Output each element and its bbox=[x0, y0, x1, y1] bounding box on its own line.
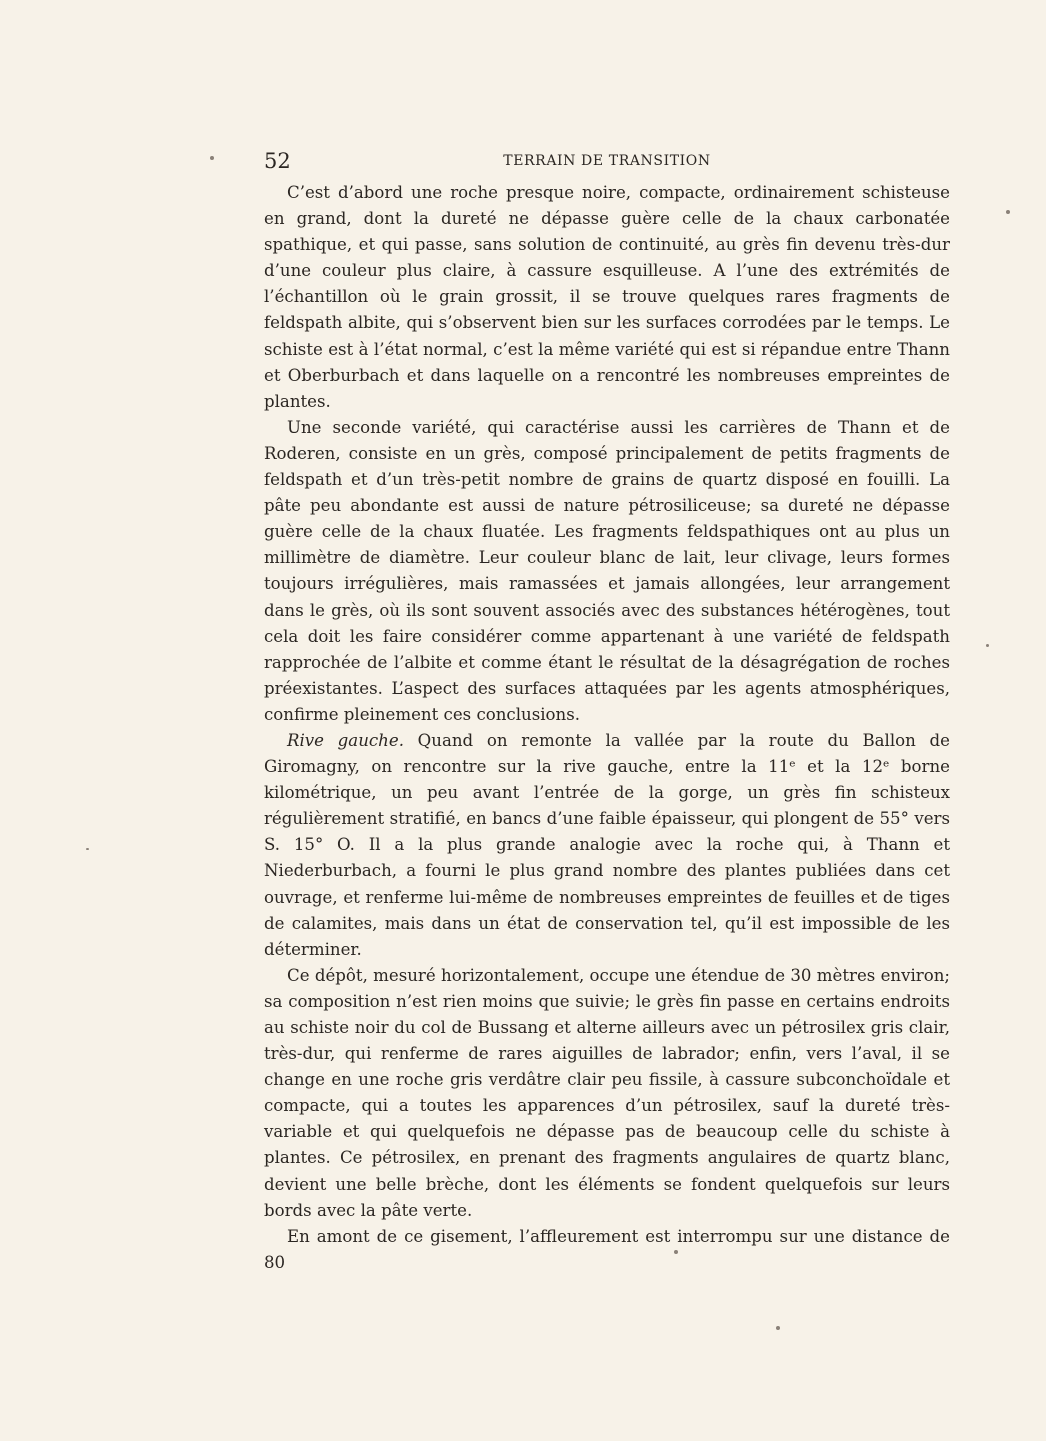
section-lead: Rive gauche. bbox=[287, 730, 404, 750]
paragraph: Ce dépôt, mesuré horizontalement, occupe une étendue de 30 mètres environ; sa composition n’est rien moins que suivie; le grès fin passe en certains endroits au schiste noir du col de Bussang et alterne ailleurs avec un pétrosilex gris clair, très-dur, qui renferme de rares aiguilles de labrador; enfin, vers l’aval, il se change en une roche gris verdâtre clair peu fissile, à cassure subconchoïdale et compacte, qui a toutes les apparences d’un pétrosilex, sauf la dureté très-variable et qui quelquefois ne dépasse pas de beaucoup celle du schiste à plantes. Ce pétrosilex, en prenant des fragments angulaires de quartz blanc, devient une belle brèche, dont les éléments se fondent quelquefois sur leurs bords avec la pâte verte. bbox=[264, 965, 950, 1220]
paragraph: Une seconde variété, qui caractérise aussi les carrières de Thann et de Roderen, consiste en un grès, composé principalement de petits fragments de feldspath et d’un très-petit nombre de grains de quartz disposé en fouilli. La pâte peu abondante est aussi de nature pétrosiliceuse; sa dureté ne dépasse guère celle de la chaux fluatée. Les fragments feldspathiques ont au plus un millimètre de diamètre. Leur couleur blanc de lait, leur clivage, leurs formes toujours irrégulières, mais ramassées et jamais allongées, leur arrangement dans le grès, où ils sont souvent associés avec des substances hétérogènes, tout cela doit les faire considérer comme appartenant à une variété de feldspath rapprochée de l’albite et comme étant le résultat de la désagrégation de roches préexistantes. L’aspect des surfaces attaquées par les agents atmosphériques, confirme pleinement ces conclusions. bbox=[264, 417, 950, 724]
body-text bbox=[264, 180, 950, 1276]
scan-speck bbox=[210, 156, 214, 160]
page-number: 52 bbox=[264, 149, 291, 173]
paragraph bbox=[264, 728, 950, 963]
scan-speck bbox=[1006, 210, 1010, 214]
paragraph-text: Quand on remonte la vallée par la route du Ballon de Giromagny, on rencontre sur la rive gauche, entre la 11ᵉ et la 12ᵉ borne kilométrique, un peu avant l’entrée de la gorge, un grès fin schisteux régulièrement stratifié, en bancs d’une faible épaisseur, qui plongent de 55° vers S. 15° O. Il a la plus grande analogie avec la roche qui, à Thann et Niederburbach, a fourni le plus grand nombre des plantes publiées dans cet ouvrage, et renferme lui-même de nombreuses empreintes de feuilles et de tiges de calamites, mais dans un état de conservation tel, qu’il est impossible de les déterminer. bbox=[264, 730, 950, 959]
paragraph: C’est d’abord une roche presque noire, compacte, ordinairement schisteuse en grand, dont la dureté ne dépasse guère celle de la chaux carbonatée spathique, et qui passe, sans solution de continuité, au grès fin devenu très-dur d’une couleur plus claire, à cassure esquilleuse. A l’une des extrémités de l’échantillon où le grain grossit, il se trouve quelques rares fragments de feldspath albite, qui s’observent bien sur les surfaces corrodées par le temps. Le schiste est à l’état normal, c’est la même variété qui est si répandue entre Thann et Oberburbach et dans laquelle on a rencontré les nombreuses empreintes de plantes. bbox=[264, 183, 950, 411]
running-title: TERRAIN DE TRANSITION bbox=[503, 153, 711, 169]
paragraph: En amont de ce gisement, l’affleurement est interrompu sur une distance de 80 bbox=[264, 1226, 950, 1272]
scan-speck bbox=[86, 848, 89, 850]
scan-speck bbox=[674, 1250, 678, 1254]
scan-speck bbox=[986, 644, 989, 647]
scan-speck bbox=[776, 1326, 780, 1330]
page-header bbox=[264, 148, 950, 174]
